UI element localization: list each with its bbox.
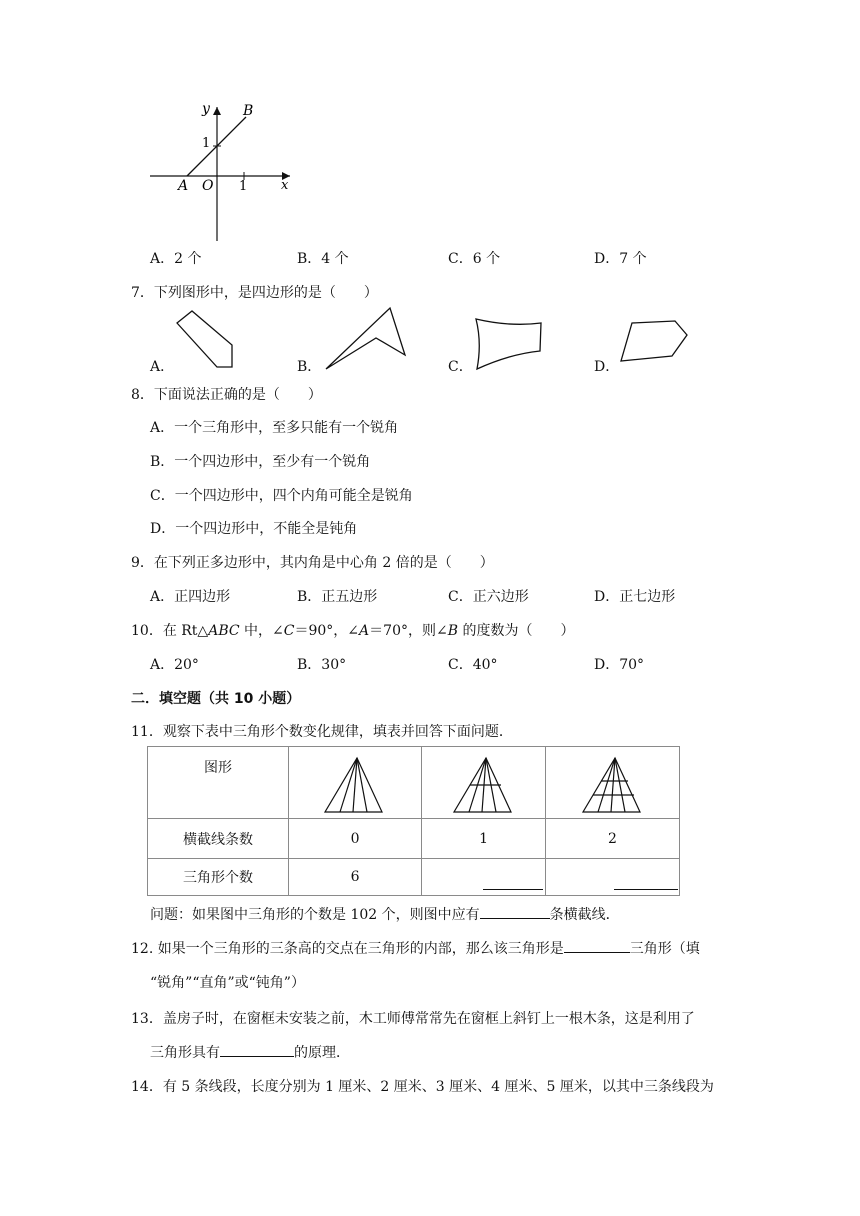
coordinate-graph	[140, 95, 300, 243]
q12-line1: 12. 如果一个三角形的三条高的交点在三角形的内部，那么该三角形是 三角形（填	[131, 938, 700, 958]
q11-stem: 11．观察下表中三角形个数变化规律，填表并回答下面问题．	[131, 724, 513, 740]
graph-one-y: 1	[202, 136, 211, 151]
q13-line1: 13．盖房子时，在窗框未安装之前，木工师傅常常先在窗框上斜钉上一根木条，这是利用了	[131, 1011, 695, 1027]
q9-option-c: C．正六边形	[448, 589, 529, 605]
q9-stem: 9．在下列正多边形中，其内角是中心角 2 倍的是（ ）	[131, 555, 494, 571]
q10-option-d: D．70°	[594, 657, 645, 673]
q11-question: 问题：如果图中三角形的个数是 102 个，则图中应有 条横截线．	[150, 904, 620, 924]
q8-option-a: A．一个三角形中，至多只能有一个锐角	[150, 420, 399, 436]
section-title: 二．填空题（共 10 小题）	[131, 691, 301, 707]
q13-line2: 三角形具有 的原理．	[150, 1042, 350, 1062]
q7-shape-a	[170, 309, 250, 369]
triangle-figure-1	[449, 754, 519, 816]
q10-option-a: A．20°	[150, 657, 199, 673]
q7-option-d: D．	[594, 359, 620, 375]
triangle-figure-0	[320, 754, 390, 816]
q8-option-d: D．一个四边形中，不能全是钝角	[150, 521, 358, 537]
q8-stem: 8．下面说法正确的是（ ）	[131, 387, 322, 403]
table-row2-value-2: 2	[546, 819, 680, 859]
table-row3-blank-1[interactable]	[422, 859, 546, 896]
q7-shape-c	[470, 313, 545, 373]
graph-x-label: x	[281, 178, 289, 193]
q6-option-a: A．2 个	[150, 251, 202, 267]
q10-stem: 10．在 Rt△ABC 中，∠C＝90°，∠A＝70°，则∠B 的度数为（ ）	[131, 623, 575, 639]
graph-y-label: y	[202, 101, 210, 117]
table-row3-blank-2[interactable]	[546, 859, 680, 896]
table-row3-label: 三角形个数	[148, 859, 289, 896]
q7-option-b: B．	[297, 359, 322, 375]
table-row3-value-0: 6	[289, 859, 422, 896]
q10-option-c: C．40°	[448, 657, 498, 673]
q6-option-d: D．7 个	[594, 251, 647, 267]
graph-o-label: O	[202, 178, 214, 194]
q8-option-b: B．一个四边形中，至少有一个锐角	[150, 454, 371, 470]
triangle-figure-2	[578, 754, 648, 816]
q9-option-a: A．正四边形	[150, 589, 231, 605]
q7-stem: 7．下列图形中，是四边形的是（ ）	[131, 285, 378, 301]
graph-b-label: B	[243, 103, 254, 119]
figure-cell-0	[289, 747, 422, 819]
table-row1-label: 图形	[148, 747, 289, 819]
q10-option-b: B．30°	[297, 657, 347, 673]
q13-answer-blank[interactable]	[220, 1042, 294, 1057]
figure-cell-1	[422, 747, 546, 819]
q11-table	[147, 746, 680, 896]
q11-answer-blank[interactable]	[480, 904, 550, 919]
q7-option-a: A．	[150, 359, 175, 375]
graph-one-x: 1	[239, 179, 248, 194]
q14-line1: 14．有 5 条线段，长度分别为 1 厘米、2 厘米、3 厘米、4 厘米、5 厘米，以其中三条线段为	[131, 1079, 714, 1095]
figure-cell-2	[546, 747, 680, 819]
table-row2-value-0: 0	[289, 819, 422, 859]
q9-option-b: B．正五边形	[297, 589, 378, 605]
q7-shape-b	[320, 303, 410, 373]
q6-option-c: C．6 个	[448, 251, 501, 267]
table-row2-label: 横截线条数	[148, 819, 289, 859]
table-row2-value-1: 1	[422, 819, 546, 859]
graph-a-label: A	[178, 178, 189, 194]
q7-option-c: C．	[448, 359, 473, 375]
q8-option-c: C．一个四边形中，四个内角可能全是锐角	[150, 488, 413, 504]
q12-line2: “锐角”“直角”或“钝角”）	[150, 975, 305, 991]
q12-answer-blank[interactable]	[564, 938, 630, 953]
q6-option-b: B．4 个	[297, 251, 349, 267]
q7-shape-d	[617, 316, 692, 366]
q9-option-d: D．正七边形	[594, 589, 676, 605]
